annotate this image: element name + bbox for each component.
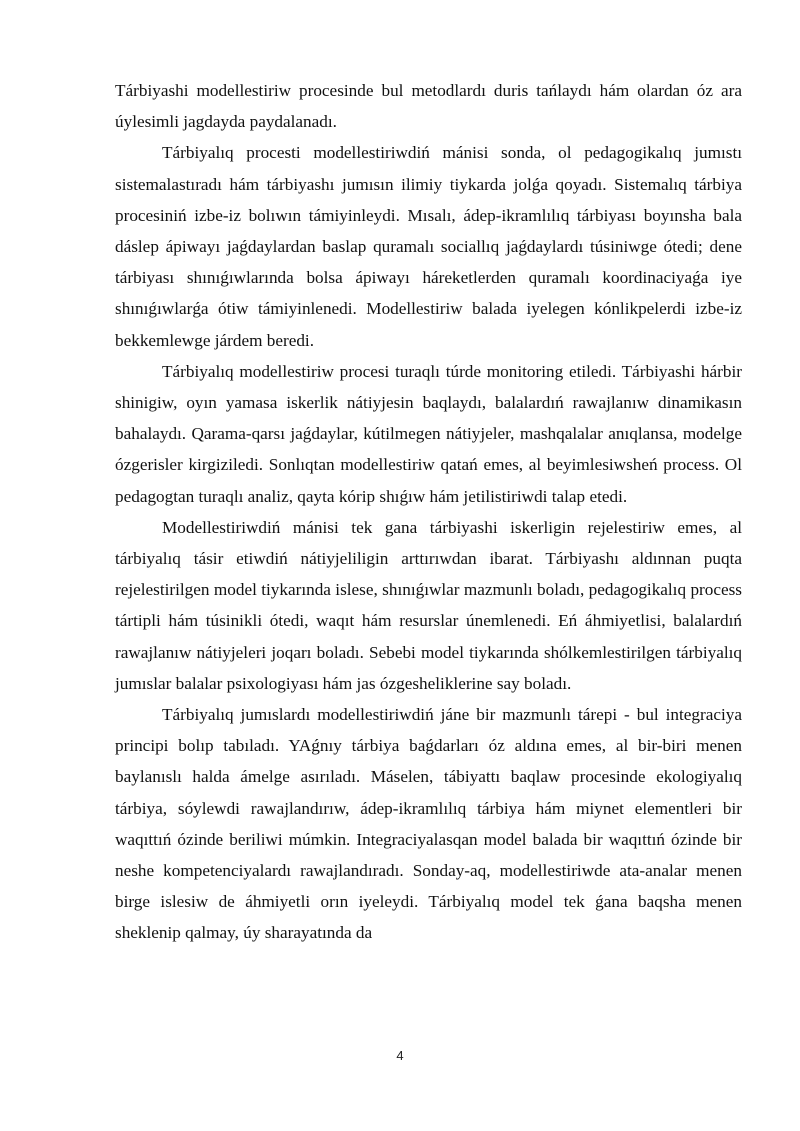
paragraph-2: Tárbiyalıq procesti modellestiriwdiń mánisi sonda, ol pedagogikalıq jumıstı sistemalastıradı hám tárbiyashı jumısın ilimiy tiykarda jolǵa qoyadı. Sistemalıq tárbiya procesiniń izbe-iz bolıwın támiyinleydi. Mısalı, ádep-ikramlılıq tárbiyası boyınsha bala dáslep ápiwayı jaǵdaylardan baslap quramalı sociallıq jaǵdaylardı túsiniwge ótedi; dene tárbiyası shınıǵıwlarında bolsa ápiwayı háreketlerden quramalı koordinaciyaǵa iye shınıǵıwlarǵa ótiw támiyinlenedi. Modellestiriw balada iyelegen kónlikpelerdi izbe-iz bekkemlewge járdem beredi.	[115, 143, 742, 350]
paragraph-4: Modellestiriwdiń mánisi tek gana tárbiyashi iskerligin rejelestiriw emes, al tárbiyalıq tásir etiwdiń nátiyjeliligin arttırıwdan ibarat. Tárbiyashı aldınnan puqta rejelestirilgen model tiykarında islese, shınıǵıwlar mazmunlı boladı, pedagogikalıq process tártipli hám túsinikli ótedi, waqıt hám resurslar únemlenedi. Eń áhmiyetlisi, balalardıń rawajlanıw nátiyjeleri joqarı boladı. Sebebi model tiykarında shólkemlestirilgen tárbiyalıq jumıslar balalar psixologiyası hám jas ózgesheliklerine say boladı.	[115, 517, 742, 693]
paragraph-1: Tárbiyashi modellestiriw procesinde bul metodlardı duris tańlaydı hám olardan óz ara úylesimli jagdayda paydalanadı.	[115, 81, 742, 132]
paragraph-3: Tárbiyalıq modellestiriw procesi turaqlı túrde monitoring etiledi. Tárbiyashi hárbir shinigiw, oyın yamasa iskerlik nátiyjesin baqlaydı, balalardıń rawajlanıw dinamikasın bahalaydı. Qarama-qarsı jaǵdaylar, kútilmegen nátiyjeler, mashqalalar anıqlansa, modelge ózgerisler kirgiziledi. Sonlıqtan modellestiriw qatań emes, al beyimlesiwsheń process. Ol pedagogtan turaqlı analiz, qayta kórip shıǵıw hám jetilistiriwdi talap etedi.	[115, 361, 742, 506]
page-number: 4	[396, 1048, 404, 1063]
paragraph-5: Tárbiyalıq jumıslardı modellestiriwdiń jáne bir mazmunlı tárepi - bul integraciya principi bolıp tabıladı. YAǵnıy tárbiya baǵdarları óz aldına emes, al bir-biri menen baylanıslı halda ámelge asırıladı. Máselen, tábiyattı baqlaw procesinde ekologiyalıq tárbiya, sóylewdi rawajlandırıw, ádep-ikramlılıq tárbiya hám miynet elementleri bir waqıttıń ózinde beriliwi múmkin. Integraciyalasqan model balada bir waqıttıń ózinde bir neshe kompetenciyalardı rawajlandıradı. Sonday-aq, modellestiriwde ata-analar menen birge islesiw de áhmiyetli orın iyeleydi. Tárbiyalıq model tek ǵana baqsha menen sheklenip qalmay, úy sharayatında da	[115, 705, 742, 943]
document-body	[115, 75, 742, 949]
